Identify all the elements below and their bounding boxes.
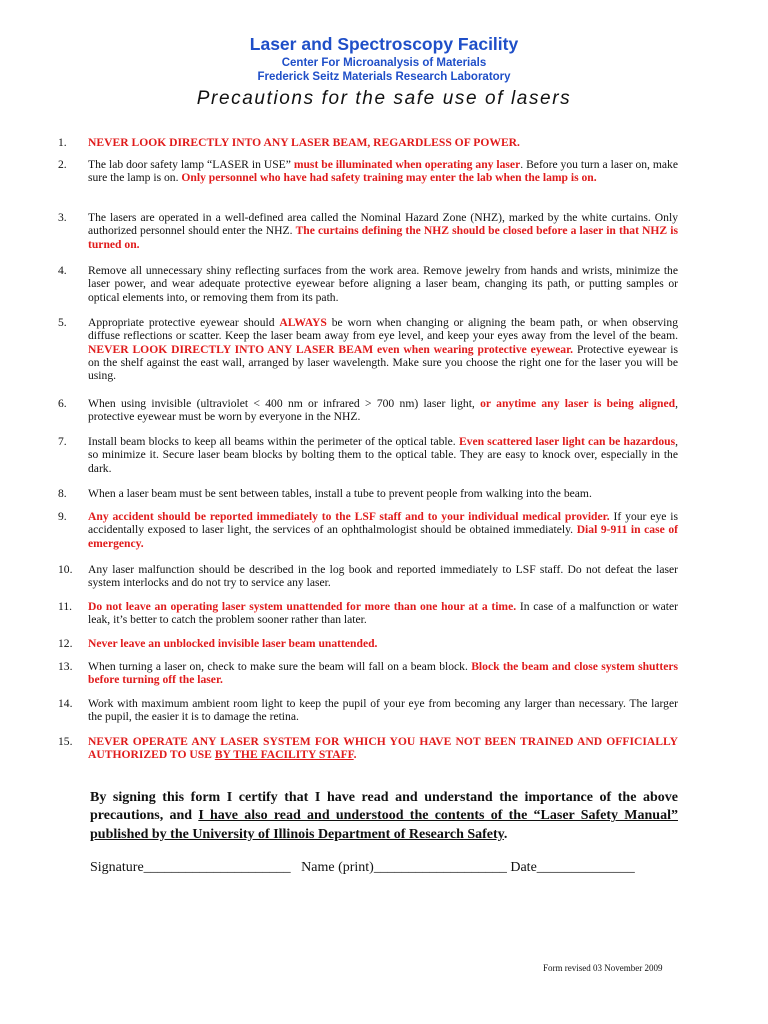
item-text: be worn when changing or aligning the beam path, or when observing diffuse reflections or scatter. Keep the laser beam away from eye level, and keep your eyes away from the level of the beam. bbox=[88, 316, 678, 343]
item-number: 14. bbox=[58, 697, 73, 710]
item-number: 2. bbox=[58, 158, 67, 171]
item-text: NEVER OPERATE ANY LASER SYSTEM FOR WHICH YOU HAVE NOT BEEN TRAINED AND OFFICIALLY AUTHORIZED TO USE bbox=[88, 735, 678, 762]
item-text: , protective eyewear must be worn by everyone in the NHZ. bbox=[88, 397, 678, 424]
item-number: 3. bbox=[58, 211, 67, 224]
item-number: 12. bbox=[58, 637, 73, 650]
item-number: 13. bbox=[58, 660, 73, 673]
precaution-item bbox=[58, 397, 678, 424]
item-text: If your eye is accidentally exposed to laser light, the services of an ophthalmologist should be obtained immediately. bbox=[88, 510, 679, 537]
revision-note: Form revised 03 November 2009 bbox=[543, 963, 663, 973]
item-text: BY THE FACILITY STAFF bbox=[214, 748, 354, 762]
precaution-item bbox=[58, 316, 679, 383]
precaution-item bbox=[58, 158, 678, 185]
precaution-item bbox=[58, 660, 678, 687]
precaution-item bbox=[58, 735, 678, 762]
precaution-item bbox=[58, 510, 679, 550]
precaution-item bbox=[58, 697, 678, 724]
item-number: 15. bbox=[58, 735, 73, 748]
certification-text: By signing this form I certify that I have read and understand the importance of the above precautions, and bbox=[90, 790, 678, 824]
signature-line: Signature_____________________ Name (print)___________________ Date______________ bbox=[90, 860, 635, 875]
item-text: Never leave an unblocked invisible laser beam unattended. bbox=[88, 637, 378, 650]
item-text: In case of a malfunction or water leak, it’s better to catch the problem sooner rather than later. bbox=[88, 600, 678, 627]
item-text: When a laser beam must be sent between tables, install a tube to prevent people from walking into the beam. bbox=[88, 487, 592, 500]
item-text: . Before you turn a laser on, make sure the lamp is on. bbox=[88, 158, 678, 185]
certification-end: . bbox=[503, 826, 508, 842]
item-text: Remove all unnecessary shiny reflecting surfaces from the work area. Remove jewelry from hands and wrists, minimize the laser power, and wear adequate protective eyewear before aligning a laser beam, changing its path, or putting samples or optical elements into, or removing them from its path. bbox=[88, 264, 678, 304]
item-text: Appropriate protective eyewear should bbox=[88, 316, 280, 329]
precaution-item bbox=[58, 600, 678, 627]
precaution-item bbox=[58, 563, 678, 590]
certification-underlined-text: I have also read and understood the contents of the “Laser Safety Manual” published by the University of Illinois Department of Research Safety bbox=[90, 808, 678, 842]
precaution-item bbox=[58, 136, 678, 149]
precaution-item bbox=[58, 487, 678, 500]
item-text: When turning a laser on, check to make sure the beam will fall on a beam block. bbox=[88, 660, 472, 673]
precaution-item bbox=[58, 211, 678, 251]
item-number: 10. bbox=[58, 563, 73, 576]
item-text: Any accident should be reported immediately to the LSF staff and to your individual medical provider. bbox=[88, 510, 610, 523]
center-name: Center For Microanalysis of Materials bbox=[281, 57, 487, 69]
item-number: 7. bbox=[58, 435, 67, 448]
item-text: ALWAYS bbox=[279, 316, 327, 329]
item-number: 11. bbox=[58, 600, 73, 613]
item-text: Install beam blocks to keep all beams within the perimeter of the optical table. bbox=[88, 435, 459, 448]
item-text: Work with maximum ambient room light to keep the pupil of your eye from becoming any larger than necessary. The larger the pupil, the easier it is to damage the retina. bbox=[88, 697, 678, 724]
item-text: Do not leave an operating laser system unattended for more than one hour at a time. bbox=[88, 600, 517, 613]
item-text: , so minimize it. Secure laser beam blocks by bolting them to the optical table. They are easy to knock over, especially in the dark. bbox=[88, 435, 678, 475]
item-text: The lasers are operated in a well-defined area called the Nominal Hazard Zone (NHZ), marked by the white curtains. Only authorized personnel should enter the NHZ. bbox=[88, 211, 678, 238]
item-text: Block the beam and close system shutters before turning off the laser. bbox=[88, 660, 678, 687]
item-text: The curtains defining the NHZ should be closed before a laser in that NHZ is turned on. bbox=[88, 224, 678, 251]
item-text: The lab door safety lamp “LASER in USE” bbox=[88, 158, 294, 171]
item-text: or anytime any laser is being aligned bbox=[480, 397, 676, 410]
item-text: Dial 9-911 in case of emergency. bbox=[88, 523, 678, 550]
item-number: 9. bbox=[58, 510, 67, 523]
item-number: 8. bbox=[58, 487, 67, 500]
lab-name: Frederick Seitz Materials Research Laboratory bbox=[257, 71, 511, 83]
precaution-item bbox=[58, 435, 678, 475]
item-number: 4. bbox=[58, 264, 67, 277]
item-number: 5. bbox=[58, 316, 67, 329]
item-text: must be illuminated when operating any laser bbox=[293, 158, 521, 171]
facility-title: Laser and Spectroscopy Facility bbox=[249, 34, 519, 54]
item-text: . bbox=[353, 748, 357, 762]
precaution-item bbox=[58, 264, 678, 304]
item-number: 1. bbox=[58, 136, 67, 149]
precaution-item bbox=[58, 637, 678, 650]
item-number: 6. bbox=[58, 397, 67, 410]
certification-statement bbox=[90, 789, 678, 844]
item-text: Protective eyewear is on the shelf against the east wall, arranged by laser wavelength. Make sure you choose the right one for the laser you will be using. bbox=[88, 342, 679, 383]
item-text: Any laser malfunction should be described in the log book and reported immediately to LSF staff. Do not defeat the laser system interlocks and do not try to service any laser. bbox=[88, 563, 678, 590]
item-text: NEVER LOOK DIRECTLY INTO ANY LASER BEAM even when wearing protective eyewear. bbox=[88, 342, 574, 356]
item-text: Only personnel who have had safety training may enter the lab when the lamp is on. bbox=[181, 171, 597, 185]
item-text: When using invisible (ultraviolet < 400 nm or infrared > 700 nm) laser light, bbox=[88, 397, 481, 410]
document-subtitle: Precautions for the safe use of lasers bbox=[196, 88, 572, 109]
item-text: Even scattered laser light can be hazardous bbox=[458, 435, 676, 448]
item-text: NEVER LOOK DIRECTLY INTO ANY LASER BEAM, REGARDLESS OF POWER. bbox=[88, 136, 520, 149]
